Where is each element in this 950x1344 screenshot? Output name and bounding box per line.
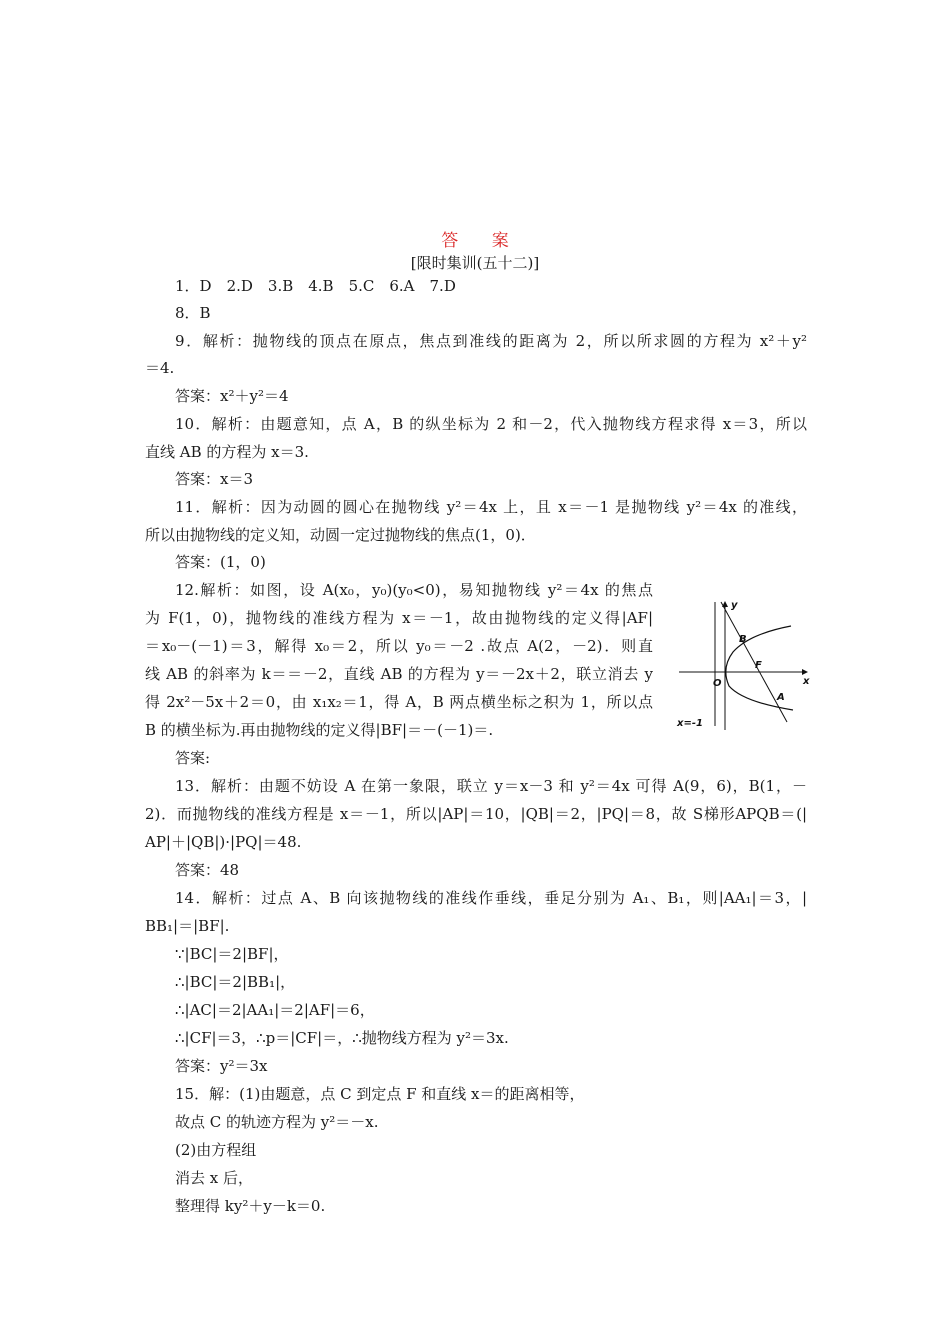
answer-line: 答案：x＝3 (175, 470, 254, 488)
answer-line: 11．解析：因为动圆的圆心在抛物线 y²＝4x 上，且 x＝－1 是抛物线 y²＝4x 的准线， (175, 498, 807, 516)
focus-f-label: F (755, 660, 762, 671)
line-ab (721, 602, 787, 722)
answer-line: ∴|AC|＝2|AA₁|＝2|AF|＝6， (175, 1001, 375, 1019)
answer-line: ＝4. (145, 359, 175, 377)
answer-line: ∵|BC|＝2|BF|， (175, 945, 289, 963)
page-subtitle: [限时集训(五十二)] (410, 254, 540, 272)
answer-line: 故点 C 的轨迹方程为 y²＝－x. (175, 1113, 379, 1131)
answer-line: 线 AB 的斜率为 k＝＝－2，直线 AB 的方程为 y＝－2x＋2，联立消去 y (145, 665, 653, 683)
answer-line: 9．解析：抛物线的顶点在原点，焦点到准线的距离为 2，所以所求圆的方程为 x²＋y² (175, 332, 807, 350)
answer-line: B 的横坐标为.再由抛物线的定义得|BF|＝－(－1)＝. (145, 721, 494, 739)
answer-line: 14．解析：过点 A、B 向该抛物线的准线作垂线，垂足分别为 A₁、B₁，则|AA₁|＝3，| (175, 889, 807, 907)
answer-line: 1．D 2.D 3.B 4.B 5.C 6.A 7.D (175, 277, 456, 295)
answer-line: ＝x₀－(－1)＝3，解得 x₀＝2，所以 y₀＝－2 .故点 A(2，－2)．则直 (145, 637, 653, 655)
answer-line: 得 2x²－5x＋2＝0，由 x₁x₂＝1，得 A，B 两点横坐标之积为 1，所以点 (145, 693, 653, 711)
answer-line: 15．解：(1)由题意，点 C 到定点 F 和直线 x＝的距离相等， (175, 1085, 585, 1103)
answer-line: 答案：(1，0) (175, 553, 266, 571)
answer-line: 答案：y²＝3x (175, 1057, 268, 1075)
answer-line: ∴|BC|＝2|BB₁|， (175, 973, 296, 991)
directrix-label: x=-1 (677, 718, 703, 729)
point-b-label: B (739, 634, 747, 645)
answer-line: BB₁|＝|BF|. (145, 917, 230, 935)
point-a-label: A (777, 692, 785, 703)
y-axis-label: y (731, 600, 738, 611)
answer-line: ∴|CF|＝3，∴p＝|CF|＝，∴抛物线方程为 y²＝3x. (175, 1029, 509, 1047)
answer-line: 13．解析：由题不妨设 A 在第一象限，联立 y＝x－3 和 y²＝4x 可得 A(9，6)，B(1，－ (175, 777, 807, 795)
origin-label: O (713, 678, 722, 689)
answer-line: 10．解析：由题意知，点 A，B 的纵坐标为 2 和－2，代入抛物线方程求得 x＝3，所以 (175, 415, 807, 433)
parabola-diagram (673, 596, 815, 732)
page-title: 答 案 (441, 231, 523, 251)
answer-line: 为 F(1，0)，抛物线的准线方程为 x＝－1，故由抛物线的定义得|AF| (145, 609, 653, 627)
answer-line: AP|＋|QB|)·|PQ|＝48. (145, 833, 302, 851)
answer-line: 直线 AB 的方程为 x＝3. (145, 443, 309, 461)
parabola-figure (673, 596, 815, 732)
answer-line: 消去 x 后， (175, 1169, 253, 1187)
answer-line: 8．B (175, 304, 211, 322)
answer-line: 答案：x²＋y²＝4 (175, 387, 289, 405)
answer-line: 答案：48 (175, 861, 240, 879)
answer-line: 整理得 ky²＋y－k＝0. (175, 1197, 326, 1215)
answer-line: 所以由抛物线的定义知，动圆一定过抛物线的焦点(1，0)． (145, 526, 536, 544)
answer-line: 2)．而抛物线的准线方程是 x＝－1，所以|AP|＝10，|QB|＝2，|PQ|＝8，故 S梯形APQB＝(| (145, 805, 807, 823)
answer-line: 12.解析：如图，设 A(x₀，y₀)(y₀<0)，易知抛物线 y²＝4x 的焦点 (175, 581, 653, 599)
answer-line: (2)由方程组 (175, 1141, 257, 1159)
answer-line: 答案: (175, 749, 211, 767)
x-axis-label: x (803, 676, 810, 687)
